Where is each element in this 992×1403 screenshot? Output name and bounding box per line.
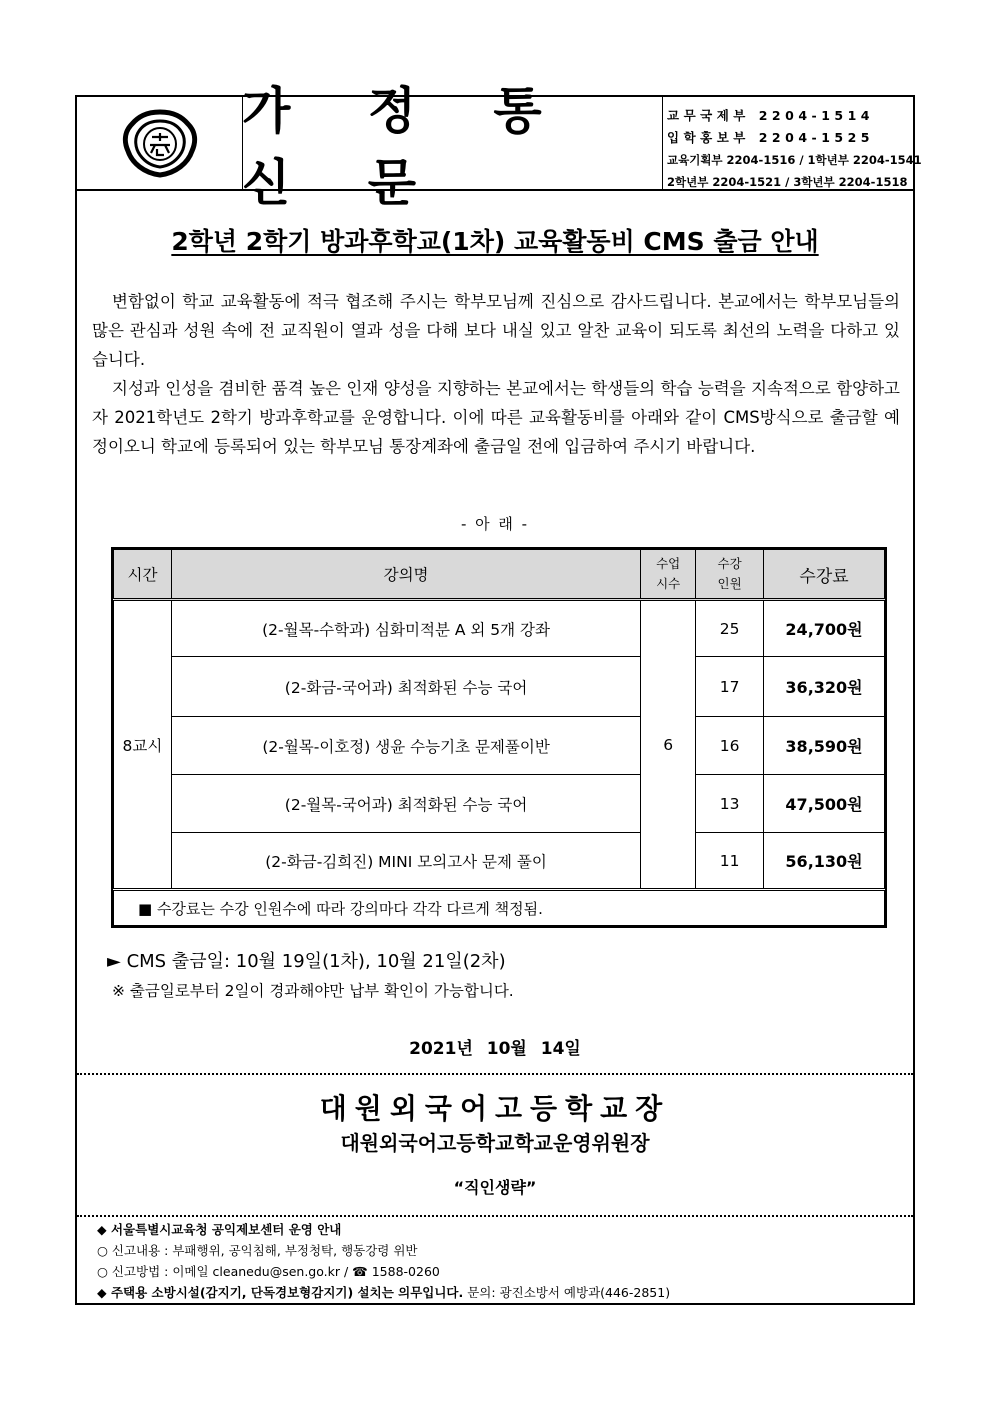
seal-omitted: “직인생략” xyxy=(453,1178,537,1197)
document-title xyxy=(77,222,913,258)
table-row xyxy=(114,717,885,775)
paragraph: 지성과 인성을 겸비한 품격 높은 인재 양성을 지향하는 본교에서는 학생들의 학습 능력을 지속적으로 함양하고자 2021학년도 2학기 방과후학교를 운영합니다. 이에 따른 교육활동비를 아래와 같이 CMS방식으로 출금할 예정이오니 학교에 등록되어 있는 학부모님 통장계좌에 출금일 전에 입금하여 주시기 바랍니다. xyxy=(92,379,900,456)
cms-note: ※ 출금일로부터 2일이 경과해야만 납부 확인이 가능합니다. xyxy=(112,982,514,1000)
course-cell: (2-화금-김희진) MINI 모의고사 문제 풀이 xyxy=(171,833,640,890)
section-marker: - 아 래 - xyxy=(460,515,530,533)
principal-name: 대원외국어고등학교장 xyxy=(319,1092,671,1125)
header-students xyxy=(696,550,764,600)
paragraph: 변함없이 학교 교육활동에 적극 협조해 주시는 학부모님께 진심으로 감사드립니다. 본교에서는 학부모님들의 많은 관심과 성원 속에 전 교직원이 열과 성을 다해 보다 내실 있고 알찬 교육이 되도록 최선의 노력을 다하고 있습니다. xyxy=(92,292,900,369)
fee-table xyxy=(111,547,887,928)
students-cell: 11 xyxy=(696,833,764,890)
cms-date: ► CMS 출금일: 10월 19일(1차), 10월 21일(2차) xyxy=(107,951,506,972)
period-cell: 8교시 xyxy=(114,600,172,890)
title-cell xyxy=(242,82,663,212)
table-row xyxy=(114,600,885,657)
page-title: 가 정 통 신 문 xyxy=(242,82,572,212)
footer-fire-notice: ◆ 주택용 소방시설(감지기, 단독경보형감지기) 설치는 의무입니다. xyxy=(97,1285,464,1300)
hours-cell: 6 xyxy=(641,600,696,890)
table-header-row xyxy=(114,550,885,600)
table-row xyxy=(114,657,885,717)
students-cell: 17 xyxy=(696,657,764,717)
document-frame xyxy=(75,82,922,1305)
contact-list xyxy=(667,105,922,193)
header-students-bottom: 인원 xyxy=(717,576,742,591)
table-row xyxy=(114,775,885,833)
footer xyxy=(97,1219,897,1303)
header-hours xyxy=(641,550,696,600)
fee-cell: 38,590원 xyxy=(764,717,885,775)
fee-cell: 47,500원 xyxy=(764,775,885,833)
contact-line: 교무국제부 2204-1514 xyxy=(667,108,874,123)
divider xyxy=(77,1073,913,1075)
header-course: 강의명 xyxy=(171,550,640,600)
students-cell: 25 xyxy=(696,600,764,657)
fee-cell: 56,130원 xyxy=(764,833,885,890)
contact-line: 입학홍보부 2204-1525 xyxy=(667,130,874,145)
logo-cell xyxy=(77,97,243,189)
students-cell: 13 xyxy=(696,775,764,833)
body-text xyxy=(92,287,900,461)
header-fee: 수강료 xyxy=(764,550,885,600)
table-note-row xyxy=(114,890,885,926)
header-time: 시간 xyxy=(114,550,172,600)
course-cell: (2-화금-국어과) 최적화된 수능 국어 xyxy=(171,657,640,717)
footer-line xyxy=(97,1282,897,1303)
fee-cell: 24,700원 xyxy=(764,600,885,657)
document-title-text: 2학년 2학기 방과후학교(1차) 교육활동비 CMS 출금 안내 xyxy=(171,227,819,256)
footer-line: ◆ 서울특별시교육청 공익제보센터 운영 안내 xyxy=(97,1222,342,1237)
committee-name: 대원외국어고등학교학교운영위원장 xyxy=(340,1131,650,1155)
header xyxy=(77,82,922,212)
header-hours-top: 수업 xyxy=(656,556,681,571)
header-hours-bottom: 시수 xyxy=(656,576,681,591)
fee-cell: 36,320원 xyxy=(764,657,885,717)
footer-fire-contact: 문의: 광진소방서 예방과(446-2851) xyxy=(467,1285,671,1300)
table-note: ■ 수강료는 수강 인원수에 따라 강의마다 각각 다르게 책정됨. xyxy=(114,890,885,926)
footer-line: ○ 신고내용 : 부패행위, 공익침해, 부정청탁, 행동강령 위반 xyxy=(97,1243,418,1258)
contact-line: 교육기획부 2204-1516 / 1학년부 2204-1541 xyxy=(667,153,922,167)
issue-date: 2021년 10월 14일 xyxy=(409,1039,581,1059)
course-cell: (2-월목-이호정) 생윤 수능기초 문제풀이반 xyxy=(171,717,640,775)
students-cell: 16 xyxy=(696,717,764,775)
footer-line: ○ 신고방법 : 이메일 cleanedu@sen.go.kr / ☎ 1588-0260 xyxy=(97,1264,440,1279)
contact-line: 2학년부 2204-1521 / 3학년부 2204-1518 xyxy=(667,175,908,189)
school-emblem-icon xyxy=(122,109,198,179)
table-row xyxy=(114,833,885,890)
course-cell: (2-월목-수학과) 심화미적분 A 외 5개 강좌 xyxy=(171,600,640,657)
course-cell: (2-월목-국어과) 최적화된 수능 국어 xyxy=(171,775,640,833)
header-students-top: 수강 xyxy=(717,556,742,571)
divider xyxy=(77,1215,913,1217)
